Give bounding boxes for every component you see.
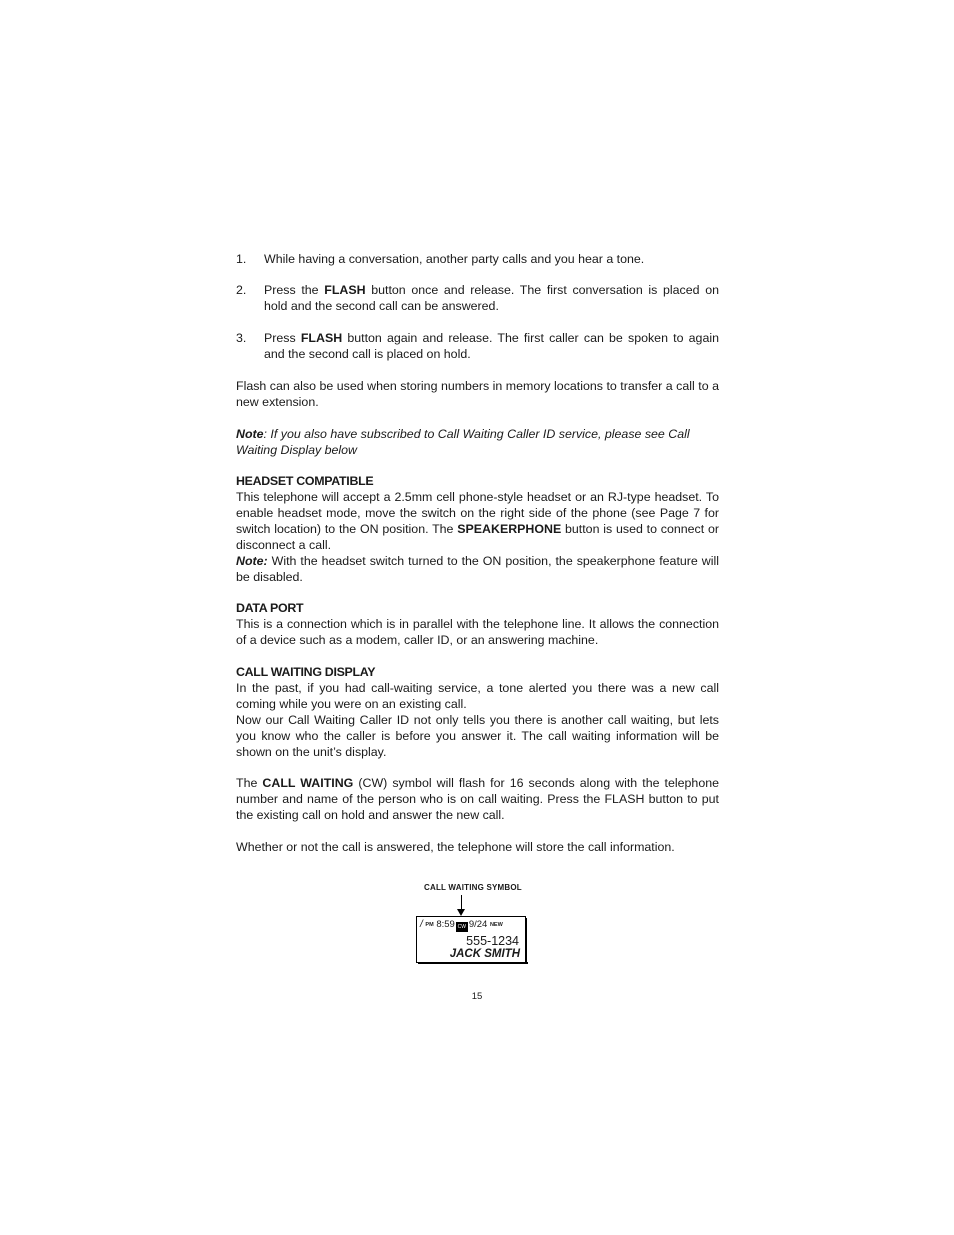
note-text: : If you also have subscribed to Call Waiting Caller ID service, please see Call Waiting Display below — [236, 427, 690, 457]
step-number: 2. — [236, 283, 247, 297]
handset-icon: / — [420, 919, 423, 930]
pm-indicator: PM — [425, 922, 434, 928]
lcd-status-row — [420, 919, 503, 932]
step-number: 3. — [236, 331, 247, 345]
lcd-caller-name: JACK SMITH — [449, 948, 520, 960]
lcd-display — [416, 916, 526, 963]
headset-body-text: button is used to connect or disconnect a call. — [236, 522, 720, 552]
step-text-part: Press the — [264, 283, 325, 297]
call-waiting-p1: In the past, if you had call-waiting service, a tone alerted you there was a new call coming while you were on an existing call. — [236, 681, 719, 711]
step-text-part: button again and release. The first caller can be spoken to again and the second call is placed on hold. — [264, 331, 719, 361]
p3-text: (CW) symbol will flash for 16 seconds along with the telephone number and name of the person who is on call waiting. Press the FLASH button to put the existing call on hold and answer the new call. — [236, 776, 719, 822]
note-text: With the headset switch turned to the ON position, the speakerphone feature will be disabled. — [236, 554, 719, 584]
step-text — [264, 282, 719, 314]
new-indicator: NEW — [489, 922, 503, 928]
step-2 — [236, 282, 719, 314]
step-text — [264, 251, 719, 267]
headset-heading: HEADSET COMPATIBLE — [236, 474, 374, 488]
step-1 — [236, 251, 719, 267]
call-waiting-heading: CALL WAITING DISPLAY — [236, 665, 376, 679]
page-number: 15 — [471, 991, 483, 1002]
headset-body-text: This telephone will accept a 2.5mm cell phone-style headset or an RJ-type headset. To enable headset mode, move the switch on the right side of the phone (see Page 7 for switch location) to the ON position. The — [236, 490, 719, 536]
lcd-phone-number: 555-1234 — [466, 934, 519, 948]
flash-keyword: FLASH — [300, 331, 343, 345]
flash-keyword: FLASH — [324, 283, 366, 297]
data-port-section — [236, 600, 719, 648]
call-waiting-icon: CW — [457, 924, 466, 930]
call-waiting-keyword: CALL WAITING — [262, 776, 354, 790]
headset-section — [236, 473, 719, 585]
call-waiting-p4: Whether or not the call is answered, the telephone will store the call information. — [236, 840, 675, 854]
step-text-part: While having a conversation, another party calls and you hear a tone. — [264, 252, 645, 266]
step-text — [264, 330, 719, 362]
lcd-time: 8:59 — [436, 919, 455, 930]
headset-note — [236, 553, 719, 585]
note-label: Note — [236, 427, 264, 441]
step-text-part: button once and release. The first conversation is placed on hold and the second call can be answered. — [264, 283, 719, 313]
p3-text: The — [236, 776, 263, 790]
flash-paragraph: Flash can also be used when storing numbers in memory locations to transfer a call to a new extension. — [236, 379, 719, 409]
step-text-part: Press — [264, 331, 301, 345]
step-number: 1. — [236, 252, 247, 266]
speakerphone-keyword: SPEAKERPHONE — [457, 522, 562, 536]
step-3 — [236, 330, 719, 362]
data-port-body: This is a connection which is in parallel with the telephone line. It allows the connection of a device such as a modem, caller ID, or an answering machine. — [236, 617, 719, 647]
headset-body — [236, 489, 719, 553]
call-waiting-p2: Now our Call Waiting Caller ID not only tells you there is another call waiting, but lets you know who the caller is before you answer it. The call waiting information will be shown on the unit’s display. — [236, 713, 719, 759]
data-port-heading: DATA PORT — [236, 601, 304, 615]
note-label: Note: — [236, 554, 268, 568]
note-call-waiting — [236, 426, 719, 458]
pointer-arrow-icon — [457, 909, 465, 916]
call-waiting-symbol-label: CALL WAITING SYMBOL — [424, 883, 522, 892]
lcd-date: 9/24 — [468, 919, 488, 930]
call-waiting-p3 — [236, 775, 719, 823]
call-waiting-section — [236, 664, 719, 760]
